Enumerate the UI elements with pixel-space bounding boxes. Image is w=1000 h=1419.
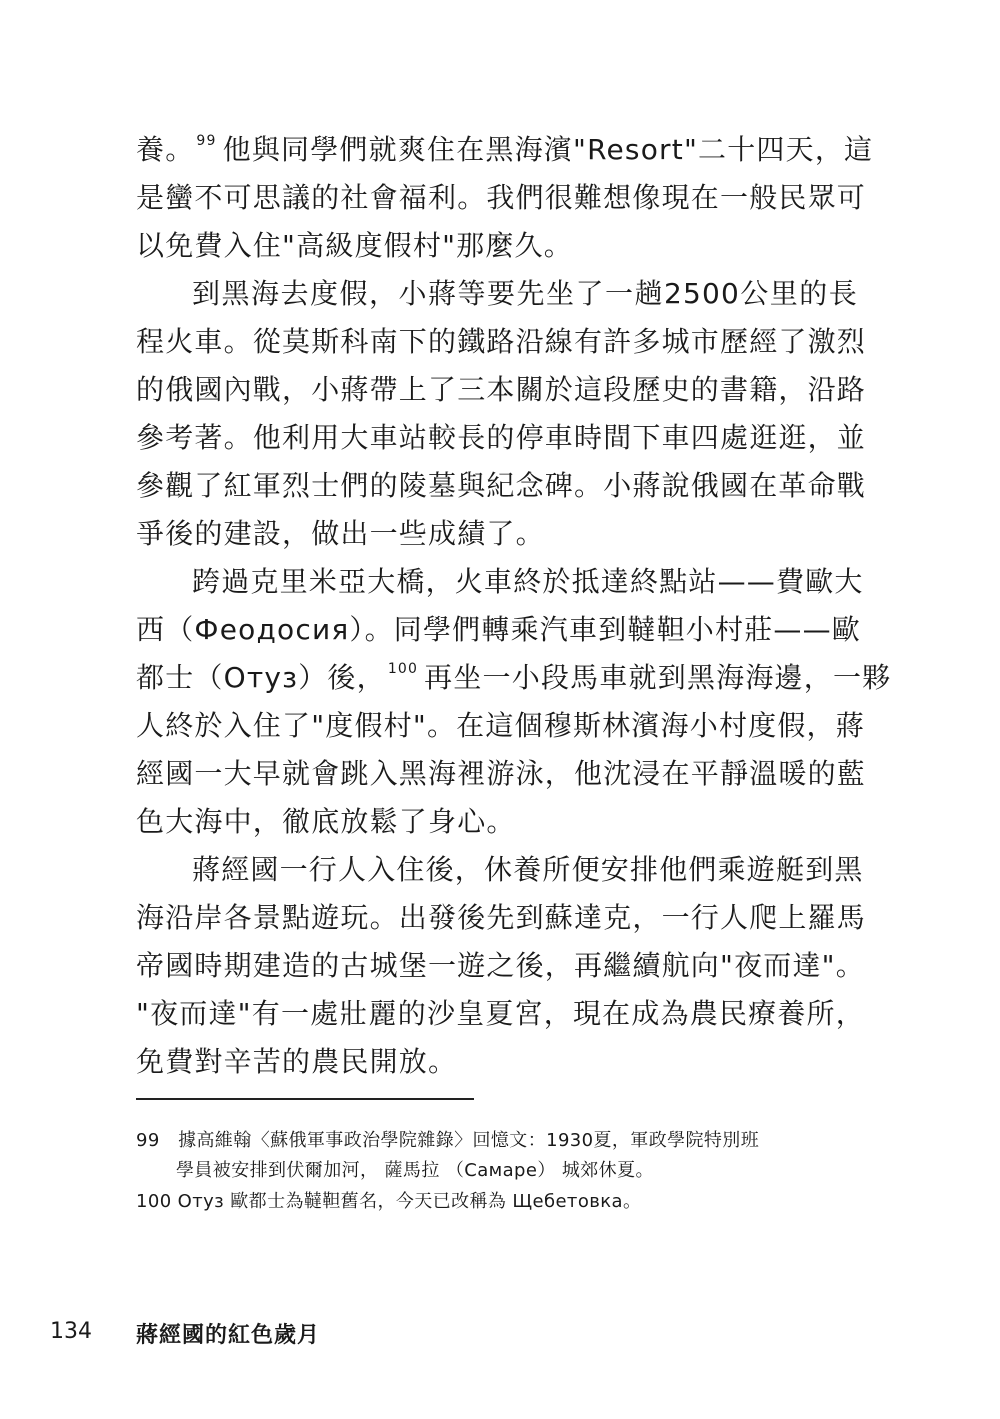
footnote-ref-99[interactable]: 99 xyxy=(196,133,217,149)
running-book-title: 蔣經國的紅色歲月 xyxy=(136,1322,321,1348)
text-line-3: 以免費入住"高級度假村"那麼久。 xyxy=(136,229,573,262)
footnote-ref-100[interactable]: 100 xyxy=(387,661,419,677)
text-line-11: 西（Феодосия）。同學們轉乘汽車到韃靼小村莊——歐 xyxy=(136,613,861,646)
text-line-7: 參考著。他利用大車站較長的停車時間下車四處逛逛，並 xyxy=(136,421,867,454)
text-line-13: 人終於入住了"度假村"。在這個穆斯林濱海小村度假，蔣 xyxy=(136,709,865,742)
text-line-18: 帝國時期建造的古城堡一遊之後，再繼續航向"夜而達"。 xyxy=(136,949,865,982)
main-text xyxy=(136,0,892,1100)
text-line-1: 養。 $^{99}$ 他與同學們就爽住在黑海濱"Resort"二十四天，這 xyxy=(136,133,874,166)
text-line-6: 的俄國內戰，小蔣帶上了三本關於這段歷史的書籍，沿路 xyxy=(136,373,867,406)
footnote-divider xyxy=(136,1098,474,1100)
text-line-9: 爭後的建設，做出一些成績了。 xyxy=(136,517,545,550)
footnote-100: 100 Отуз 歐都士為韃靼舊名，今天已改稱為 Щебетовка。 xyxy=(136,1191,642,1212)
text-line-20: 免費對辛苦的農民開放。 xyxy=(136,1045,458,1078)
text-line-5: 程火車。從莫斯科南下的鐵路沿線有許多城市歷經了激烈 xyxy=(136,325,867,358)
text-line-8: 參觀了紅軍烈士們的陵墓與紀念碑。小蔣說俄國在革命戰 xyxy=(136,469,867,502)
text-line-15: 色大海中，徹底放鬆了身心。 xyxy=(136,805,516,838)
footnote-99-line-1: 99 據高維翰〈蘇俄軍事政治學院雜錄〉回憶文：1930夏，軍政學院特別班 xyxy=(136,1130,760,1151)
text-line-14: 經國一大早就會跳入黑海裡游泳，他沈浸在平靜溫暖的藍 xyxy=(136,757,867,790)
text-line-10: 跨過克里米亞大橋，火車終於抵達終點站——費歐大 xyxy=(192,565,864,598)
text-line-12: 都士（Отуз）後， $^{100}$ 再坐一小段馬車就到黑海海邊，一夥 xyxy=(136,661,892,694)
text-line-2: 是蠻不可思議的社會福利。我們很難想像現在一般民眾可 xyxy=(136,181,867,214)
text-line-16: 蔣經國一行人入住後，休養所便安排他們乘遊艇到黑 xyxy=(192,853,864,886)
text-line-19: "夜而達"有一處壯麗的沙皇夏宮，現在成為農民療養所， xyxy=(136,997,865,1030)
text-line-4: 到黑海去度假，小蔣等要先坐了一趟2500公里的長 xyxy=(192,277,858,310)
text-line-17: 海沿岸各景點遊玩。出發後先到蘇達克，一行人爬上羅馬 xyxy=(136,901,867,934)
page-number: 134 xyxy=(50,1319,92,1344)
footnote-99-line-2: 學員被安排到伏爾加河， 薩馬拉 （Самаре） 城郊休夏。 xyxy=(176,1160,654,1181)
